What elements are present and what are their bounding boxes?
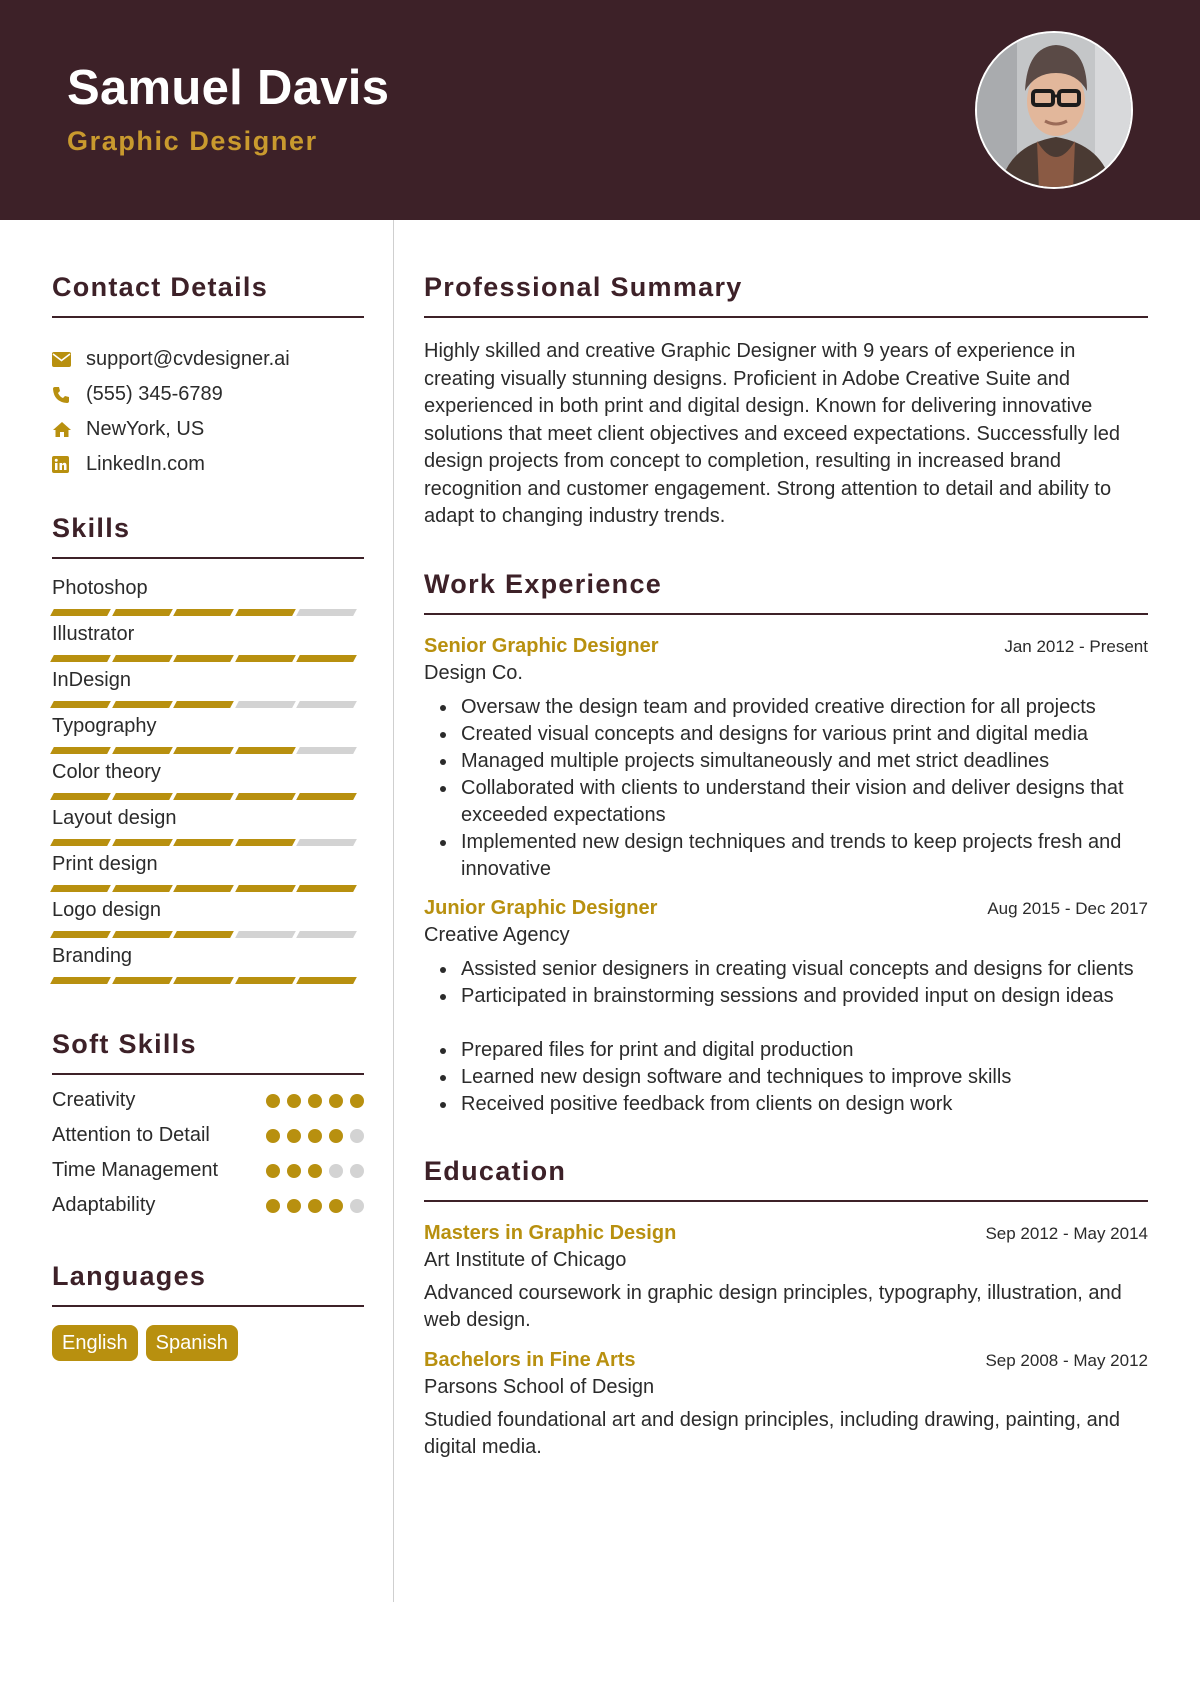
job-date: Aug 2015 - Dec 2017 — [987, 898, 1148, 918]
envelope-icon — [52, 349, 86, 371]
education-entry — [424, 1349, 1148, 1462]
soft-skills-section — [52, 1029, 364, 1219]
skills-section — [52, 513, 364, 984]
school-name: Parsons School of Design — [424, 1375, 655, 1398]
column-divider — [393, 220, 394, 1602]
rating-dot — [266, 1164, 280, 1178]
skill-level-segment — [173, 609, 234, 616]
contact-section — [52, 272, 364, 482]
section-title: Education — [424, 1155, 567, 1186]
skill-name: Illustrator — [52, 623, 135, 645]
skill-level-segment — [296, 885, 357, 892]
soft-skill-rating — [259, 1164, 364, 1178]
experience-section — [424, 569, 1148, 1118]
rating-dot — [350, 1129, 364, 1143]
list-item: Collaborated with clients to understand their vision and deliver designs that exceeded expectations — [437, 775, 1148, 829]
rating-dot — [287, 1164, 301, 1178]
skill-name: Print design — [52, 853, 158, 875]
skill-level-segment — [112, 701, 173, 708]
skill-level-segment — [173, 747, 234, 754]
language-tag: English — [52, 1325, 138, 1361]
contact-text: (555) 345-6789 — [86, 383, 223, 405]
contact-linkedin[interactable] — [52, 447, 364, 482]
skill-item — [52, 851, 364, 892]
section-title: Skills — [52, 513, 131, 543]
skill-level-segment — [296, 977, 357, 984]
skill-level-segment — [50, 701, 111, 708]
skill-level-segment — [235, 931, 296, 938]
skill-level-segment — [112, 747, 173, 754]
skill-level-bar — [52, 655, 364, 662]
section-rule — [424, 316, 1148, 318]
section-title: Professional Summary — [424, 272, 743, 302]
contact-list — [52, 342, 364, 482]
skill-level-segment — [112, 931, 173, 938]
soft-skill-item — [52, 1087, 364, 1114]
rating-dot — [287, 1129, 301, 1143]
section-rule — [52, 1073, 364, 1075]
job-title: Senior Graphic Designer — [424, 634, 659, 657]
contact-text: support@cvdesigner.ai — [86, 348, 290, 370]
job-bullets — [424, 694, 1148, 883]
soft-skill-name: Creativity — [52, 1089, 136, 1111]
header — [0, 0, 1200, 220]
list-item: Assisted senior designers in creating visual concepts and designs for clients — [437, 956, 1148, 983]
skill-level-segment — [50, 839, 111, 846]
skill-level-segment — [50, 977, 111, 984]
contact-text: LinkedIn.com — [86, 453, 205, 475]
skill-level-bar — [52, 793, 364, 800]
skill-item — [52, 575, 364, 616]
list-item: Implemented new design techniques and trends to keep projects fresh and innovative — [437, 829, 1148, 883]
summary-section — [424, 272, 1148, 531]
list-item: Prepared files for print and digital production — [437, 1037, 1148, 1064]
language-tag: Spanish — [146, 1325, 238, 1361]
language-tags — [52, 1325, 364, 1361]
skill-level-bar — [52, 931, 364, 938]
skill-item — [52, 713, 364, 754]
skill-level-segment — [296, 931, 357, 938]
job-company: Creative Agency — [424, 923, 570, 946]
sidebar — [52, 220, 364, 1361]
skill-level-segment — [50, 885, 111, 892]
skill-level-bar — [52, 885, 364, 892]
list-item: Learned new design software and techniques to improve skills — [437, 1064, 1148, 1091]
skill-level-segment — [296, 609, 357, 616]
degree-title: Masters in Graphic Design — [424, 1221, 677, 1244]
skill-level-segment — [173, 931, 234, 938]
skill-level-bar — [52, 701, 364, 708]
education-desc: Studied foundational art and design principles, including drawing, painting, and digital media. — [424, 1408, 1121, 1458]
skill-level-segment — [112, 655, 173, 662]
section-title: Soft Skills — [52, 1029, 197, 1059]
skill-item — [52, 667, 364, 708]
rating-dot — [350, 1094, 364, 1108]
skill-level-segment — [296, 701, 357, 708]
skill-item — [52, 805, 364, 846]
skill-name: Color theory — [52, 761, 161, 783]
summary-text: Highly skilled and creative Graphic Designer with 9 years of experience in creating visually stunning designs. Proficient in Adobe Creative Suite and experienced in both print and digital design. Known for delivering innovative solutions that meet client objectives and exceed expectations. Successfully led design projects from concept to completion, resulting in increased brand recognition and customer engagement. Strong attention to detail and ability to adapt to changing industry trends. — [424, 340, 1120, 527]
contact-phone[interactable] — [52, 377, 364, 412]
skill-level-segment — [235, 701, 296, 708]
rating-dot — [329, 1199, 343, 1213]
rating-dot — [308, 1129, 322, 1143]
soft-skill-rating — [259, 1199, 364, 1213]
skill-name: Typography — [52, 715, 157, 737]
skill-level-bar — [52, 977, 364, 984]
skill-level-bar — [52, 747, 364, 754]
rating-dot — [329, 1129, 343, 1143]
job-entry — [424, 635, 1148, 883]
skill-level-segment — [112, 839, 173, 846]
skill-name: Photoshop — [52, 577, 148, 599]
languages-section — [52, 1261, 364, 1361]
rating-dot — [350, 1199, 364, 1213]
soft-skill-rating — [259, 1094, 364, 1108]
section-rule — [52, 557, 364, 559]
skill-name: Branding — [52, 945, 133, 967]
skill-level-segment — [112, 609, 173, 616]
section-rule — [52, 316, 364, 318]
rating-dot — [308, 1094, 322, 1108]
job-company: Design Co. — [424, 661, 523, 684]
section-rule — [424, 613, 1148, 615]
list-item: Received positive feedback from clients on design work — [437, 1091, 1148, 1118]
rating-dot — [266, 1199, 280, 1213]
section-title: Contact Details — [52, 272, 269, 302]
contact-text: NewYork, US — [86, 418, 205, 440]
skill-level-segment — [296, 839, 357, 846]
skill-name: InDesign — [52, 669, 131, 691]
rating-dot — [287, 1199, 301, 1213]
list-gap — [424, 1010, 1148, 1037]
list-item: Created visual concepts and designs for various print and digital media — [437, 721, 1148, 748]
job-bullets — [424, 956, 1148, 1010]
soft-skill-item — [52, 1122, 364, 1149]
job-bullets — [424, 1037, 1148, 1118]
skill-level-bar — [52, 839, 364, 846]
skill-level-segment — [235, 977, 296, 984]
section-title: Languages — [52, 1261, 207, 1291]
skill-item — [52, 897, 364, 938]
contact-email[interactable] — [52, 342, 364, 377]
skill-level-segment — [173, 655, 234, 662]
skill-level-segment — [50, 931, 111, 938]
skill-level-segment — [296, 793, 357, 800]
soft-skill-item — [52, 1192, 364, 1219]
skill-level-segment — [235, 885, 296, 892]
soft-skills-list — [52, 1087, 364, 1219]
rating-dot — [308, 1164, 322, 1178]
education-section — [424, 1156, 1148, 1462]
list-item: Participated in brainstorming sessions and provided input on design ideas — [437, 983, 1148, 1010]
job-title: Junior Graphic Designer — [424, 896, 658, 919]
skill-level-segment — [235, 793, 296, 800]
education-entry — [424, 1222, 1148, 1335]
skill-level-segment — [173, 701, 234, 708]
skill-level-segment — [235, 839, 296, 846]
skill-level-segment — [112, 977, 173, 984]
contact-location — [52, 412, 364, 447]
soft-skill-name: Attention to Detail — [52, 1124, 210, 1146]
degree-title: Bachelors in Fine Arts — [424, 1348, 636, 1371]
rating-dot — [308, 1199, 322, 1213]
skill-item — [52, 621, 364, 662]
rating-dot — [329, 1094, 343, 1108]
main-content — [424, 220, 1148, 1462]
skill-level-segment — [50, 793, 111, 800]
skill-level-segment — [296, 747, 357, 754]
profile-photo — [975, 31, 1133, 189]
skill-level-segment — [173, 793, 234, 800]
skill-level-segment — [112, 793, 173, 800]
section-rule — [52, 1305, 364, 1307]
skill-level-segment — [173, 885, 234, 892]
job-date: Jan 2012 - Present — [1004, 636, 1148, 656]
candidate-role: Graphic Designer — [67, 126, 318, 156]
soft-skill-rating — [259, 1129, 364, 1143]
skills-list — [52, 575, 364, 984]
skill-level-segment — [235, 609, 296, 616]
job-entry — [424, 897, 1148, 1118]
skill-level-segment — [173, 977, 234, 984]
skill-name: Logo design — [52, 899, 161, 921]
section-rule — [424, 1200, 1148, 1202]
list-item: Managed multiple projects simultaneously and met strict deadlines — [437, 748, 1148, 775]
candidate-name: Samuel Davis — [67, 61, 390, 115]
rating-dot — [350, 1164, 364, 1178]
skill-level-segment — [235, 655, 296, 662]
skill-level-segment — [296, 655, 357, 662]
education-desc: Advanced coursework in graphic design principles, typography, illustration, and web design. — [424, 1281, 1122, 1331]
skill-level-segment — [50, 609, 111, 616]
skill-level-segment — [50, 655, 111, 662]
rating-dot — [266, 1094, 280, 1108]
phone-icon — [52, 384, 86, 406]
skill-item — [52, 943, 364, 984]
school-name: Art Institute of Chicago — [424, 1248, 627, 1271]
rating-dot — [266, 1129, 280, 1143]
rating-dot — [329, 1164, 343, 1178]
skill-name: Layout design — [52, 807, 177, 829]
education-date: Sep 2012 - May 2014 — [985, 1223, 1148, 1243]
skill-level-segment — [112, 885, 173, 892]
skill-item — [52, 759, 364, 800]
skill-level-segment — [50, 747, 111, 754]
soft-skill-name: Adaptability — [52, 1194, 156, 1216]
skill-level-segment — [173, 839, 234, 846]
education-date: Sep 2008 - May 2012 — [985, 1350, 1148, 1370]
soft-skill-item — [52, 1157, 364, 1184]
home-icon — [52, 419, 86, 441]
list-item: Oversaw the design team and provided creative direction for all projects — [437, 694, 1148, 721]
skill-level-segment — [235, 747, 296, 754]
linkedin-icon — [52, 454, 86, 476]
skill-level-bar — [52, 609, 364, 616]
rating-dot — [287, 1094, 301, 1108]
section-title: Work Experience — [424, 568, 663, 599]
soft-skill-name: Time Management — [52, 1159, 218, 1181]
